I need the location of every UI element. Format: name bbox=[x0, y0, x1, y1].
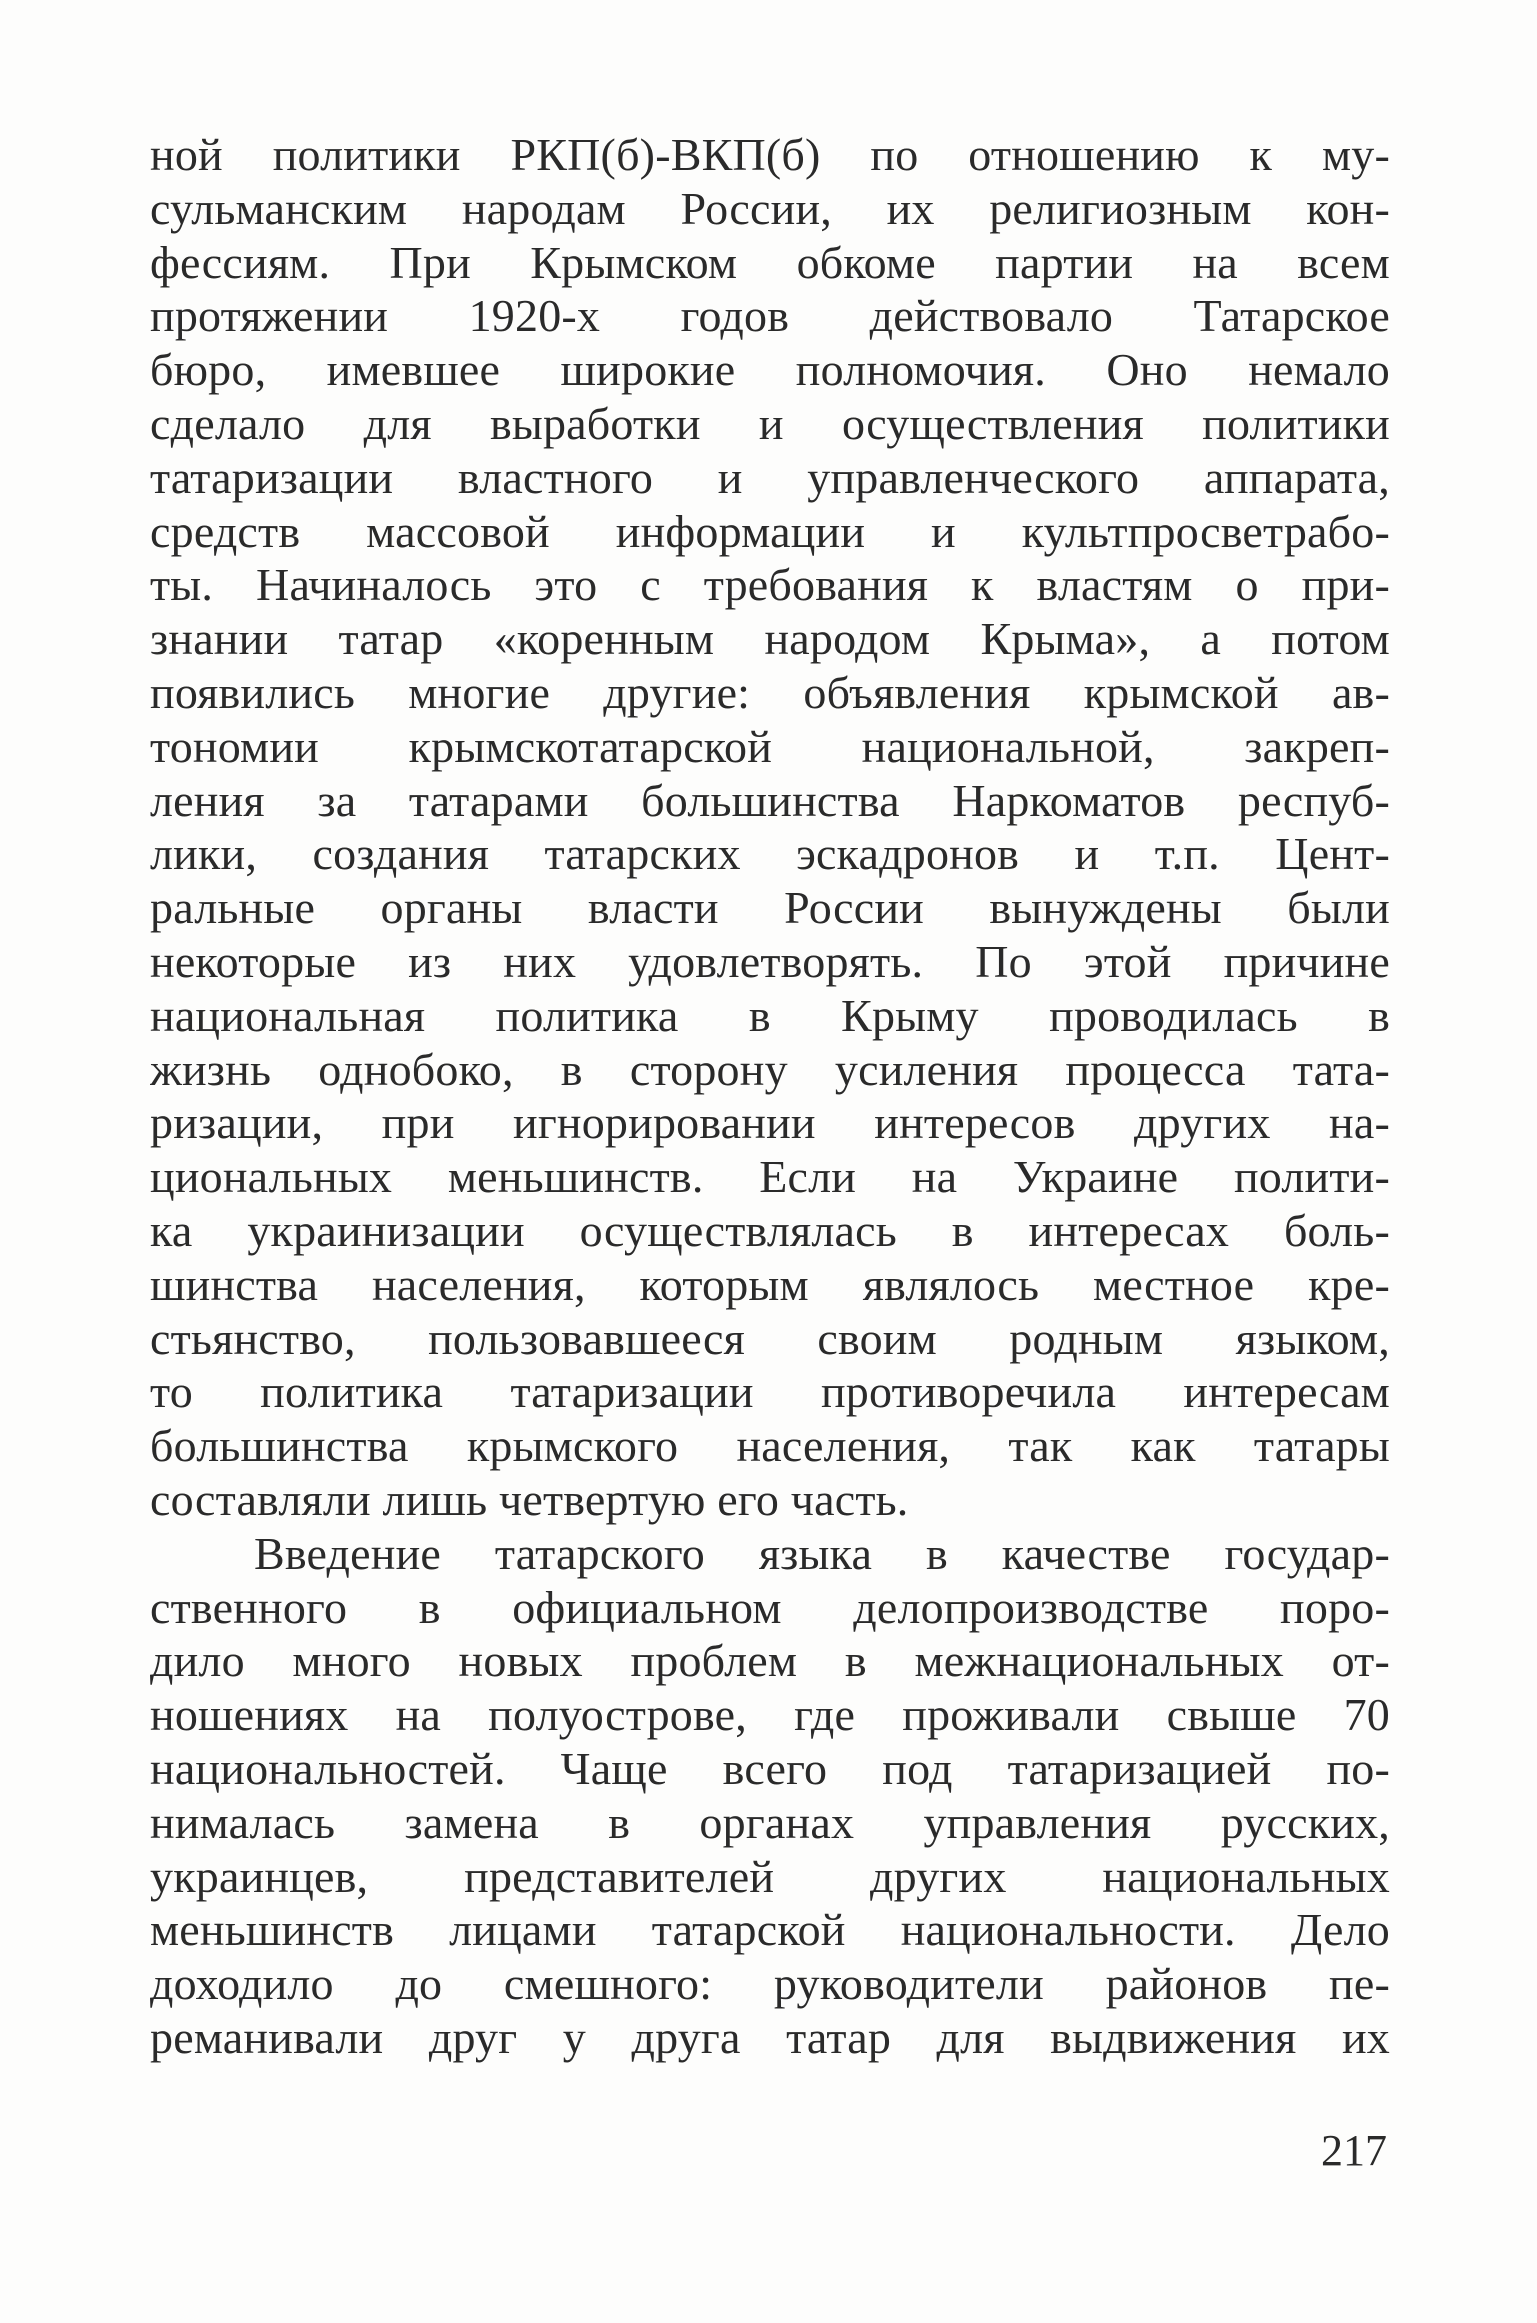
paragraph-end-line: составляли лишь четвертую его часть. bbox=[150, 1473, 909, 1525]
text-line: ризации, при игнорировании интересов других на- bbox=[150, 1097, 1390, 1149]
text-line: жизнь однобоко, в сторону усиления процесса тата- bbox=[150, 1043, 1390, 1095]
text-line: сделало для выработки и осуществления политики bbox=[150, 397, 1390, 449]
text-line: средств массовой информации и культпросветрабо- bbox=[150, 505, 1390, 557]
text-line: дило много новых проблем в межнациональных от- bbox=[150, 1635, 1390, 1687]
text-line: протяжении 1920-х годов действовало Татарское bbox=[150, 290, 1390, 342]
text-line: появились многие другие: объявления крымской ав- bbox=[150, 666, 1390, 718]
text-line: тономии крымскотатарской национальной, закреп- bbox=[150, 720, 1390, 772]
text-line: то политика татаризации противоречила интересам bbox=[150, 1366, 1390, 1418]
text-line: ты. Начиналось это с требования к властям о при- bbox=[150, 559, 1390, 611]
text-line: ральные органы власти России вынуждены были bbox=[150, 882, 1390, 934]
text-line: национальная политика в Крыму проводилась в bbox=[150, 989, 1390, 1041]
text-line: национальностей. Чаще всего под татаризацией по- bbox=[150, 1742, 1390, 1794]
text-line: сульманским народам России, их религиозным кон- bbox=[150, 182, 1390, 234]
text-line: ка украинизации осуществлялась в интересах боль- bbox=[150, 1204, 1390, 1256]
text-line: ношениях на полуострове, где проживали свыше 70 bbox=[150, 1689, 1390, 1741]
text-line: татаризации властного и управленческого аппарата, bbox=[150, 451, 1390, 503]
text-line: ной политики РКП(б)-ВКП(б) по отношению к му- bbox=[150, 129, 1390, 180]
text-line: ления за татарами большинства Наркоматов респуб- bbox=[150, 774, 1390, 826]
text-line: некоторые из них удовлетворять. По этой причине bbox=[150, 935, 1390, 987]
text-line: циональных меньшинств. Если на Украине полити- bbox=[150, 1151, 1390, 1203]
text-line: нималась замена в органах управления русских, bbox=[150, 1796, 1390, 1848]
text-line: стьянство, пользовавшееся своим родным языком, bbox=[150, 1312, 1390, 1364]
text-line: шинства населения, которым являлось местное кре- bbox=[150, 1258, 1390, 1310]
text-line: лики, создания татарских эскадронов и т.п. Цент- bbox=[150, 828, 1390, 880]
paragraph-start-line: Введение татарского языка в качестве государ- bbox=[254, 1527, 1390, 1579]
text-line: фессиям. При Крымском обкоме партии на всем bbox=[150, 236, 1390, 288]
text-line: украинцев, представителей других национальных bbox=[150, 1850, 1390, 1902]
text-line: большинства крымского населения, так как татары bbox=[150, 1420, 1390, 1472]
text-line: ственного в официальном делопроизводстве поро- bbox=[150, 1581, 1390, 1633]
body-text bbox=[150, 128, 1390, 2065]
text-line: меньшинств лицами татарской национальности. Дело bbox=[150, 1904, 1390, 1956]
text-line: реманивали друг у друга татар для выдвижения их bbox=[150, 2011, 1390, 2063]
text-line: знании татар «коренным народом Крыма», а потом bbox=[150, 613, 1390, 665]
text-line: доходило до смешного: руководители районов пе- bbox=[150, 1958, 1390, 2010]
text-line: бюро, имевшее широкие полномочия. Оно немало bbox=[150, 344, 1390, 396]
page-number: 217 bbox=[1321, 2126, 1387, 2175]
